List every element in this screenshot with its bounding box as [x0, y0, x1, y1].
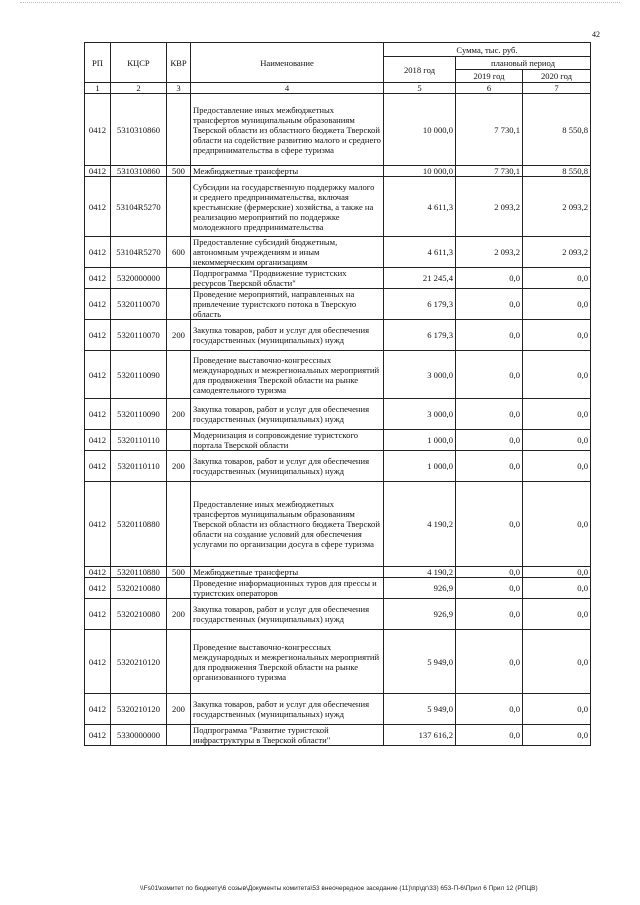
value-2018-cell: 4 190,2 [384, 567, 456, 578]
header-planned-period: плановый период [456, 57, 591, 70]
name-cell: Предоставление иных межбюджетных трансфертов муниципальным образованиям Тверской области из областного бюджета Тверской области на содействие развитию малого и среднего предпринимательства в сфере туризма [191, 94, 384, 166]
value-2020-cell: 0,0 [523, 694, 591, 725]
header-kvr: КВР [167, 43, 191, 83]
value-2018-cell: 4 611,3 [384, 237, 456, 268]
kcsr-cell: 5320110090 [111, 399, 167, 430]
kvr-cell [167, 351, 191, 399]
name-cell: Проведение выставочно-конгрессных международных и межрегиональных мероприятий для продвижения Тверской области на рынке организованного туризма [191, 630, 384, 694]
rp-cell: 0412 [85, 451, 111, 482]
rp-cell: 0412 [85, 725, 111, 746]
header-2019: 2019 год [456, 70, 523, 83]
value-2020-cell: 0,0 [523, 320, 591, 351]
value-2019-cell: 0,0 [456, 451, 523, 482]
header-2020: 2020 год [523, 70, 591, 83]
rp-cell: 0412 [85, 351, 111, 399]
table-row [85, 320, 591, 351]
header-2018: 2018 год [384, 57, 456, 83]
kvr-cell: 200 [167, 599, 191, 630]
rp-cell: 0412 [85, 599, 111, 630]
value-2020-cell: 0,0 [523, 268, 591, 289]
value-2019-cell: 0,0 [456, 567, 523, 578]
kvr-cell: 200 [167, 451, 191, 482]
value-2019-cell: 0,0 [456, 694, 523, 725]
scan-edge-artifact [20, 2, 620, 6]
table-row [85, 451, 591, 482]
table-row [85, 725, 591, 746]
value-2020-cell: 0,0 [523, 351, 591, 399]
value-2019-cell: 0,0 [456, 630, 523, 694]
kcsr-cell: 5320110090 [111, 351, 167, 399]
table-row [85, 399, 591, 430]
kcsr-cell: 5320210120 [111, 630, 167, 694]
kvr-cell [167, 725, 191, 746]
name-cell: Проведение информационных туров для прессы и туристских операторов [191, 578, 384, 599]
value-2020-cell: 0,0 [523, 399, 591, 430]
table-row [85, 694, 591, 725]
column-number: 2 [111, 83, 167, 94]
rp-cell: 0412 [85, 630, 111, 694]
kcsr-cell: 5320210080 [111, 578, 167, 599]
column-number: 4 [191, 83, 384, 94]
name-cell: Субсидии на государственную поддержку малого и среднего предпринимательства, включая крестьянские (фермерские) хозяйства, а также на реализацию мероприятий по поддержке молодежного предпринимательства [191, 177, 384, 237]
value-2018-cell: 4 190,2 [384, 482, 456, 567]
value-2018-cell: 137 616,2 [384, 725, 456, 746]
kcsr-cell: 5320110110 [111, 451, 167, 482]
value-2019-cell: 0,0 [456, 289, 523, 320]
value-2020-cell: 0,0 [523, 451, 591, 482]
rp-cell: 0412 [85, 177, 111, 237]
rp-cell: 0412 [85, 166, 111, 177]
value-2019-cell: 0,0 [456, 482, 523, 567]
value-2018-cell: 1 000,0 [384, 430, 456, 451]
kcsr-cell: 5320210080 [111, 599, 167, 630]
rp-cell: 0412 [85, 567, 111, 578]
value-2018-cell: 10 000,0 [384, 94, 456, 166]
kcsr-cell: 5320210120 [111, 694, 167, 725]
name-cell: Закупка товаров, работ и услуг для обеспечения государственных (муниципальных) нужд [191, 694, 384, 725]
value-2019-cell: 0,0 [456, 599, 523, 630]
rp-cell: 0412 [85, 289, 111, 320]
name-cell: Межбюджетные трансферты [191, 567, 384, 578]
table-row [85, 289, 591, 320]
table-row [85, 599, 591, 630]
value-2018-cell: 21 245,4 [384, 268, 456, 289]
rp-cell: 0412 [85, 430, 111, 451]
value-2020-cell: 0,0 [523, 482, 591, 567]
value-2020-cell: 0,0 [523, 567, 591, 578]
rp-cell: 0412 [85, 320, 111, 351]
kcsr-cell: 5320110070 [111, 320, 167, 351]
kvr-cell [167, 630, 191, 694]
kcsr-cell: 5320000000 [111, 268, 167, 289]
table-row [85, 351, 591, 399]
value-2018-cell: 3 000,0 [384, 351, 456, 399]
value-2020-cell: 8 550,8 [523, 94, 591, 166]
table-row [85, 630, 591, 694]
rp-cell: 0412 [85, 482, 111, 567]
value-2019-cell: 2 093,2 [456, 237, 523, 268]
rp-cell: 0412 [85, 268, 111, 289]
value-2019-cell: 0,0 [456, 268, 523, 289]
value-2020-cell: 0,0 [523, 578, 591, 599]
kcsr-cell: 5320110110 [111, 430, 167, 451]
value-2020-cell: 0,0 [523, 725, 591, 746]
value-2019-cell: 0,0 [456, 578, 523, 599]
kcsr-cell: 53104R5270 [111, 177, 167, 237]
rp-cell: 0412 [85, 694, 111, 725]
kvr-cell [167, 268, 191, 289]
value-2020-cell: 0,0 [523, 430, 591, 451]
kvr-cell: 200 [167, 694, 191, 725]
name-cell: Межбюджетные трансферты [191, 166, 384, 177]
name-cell: Закупка товаров, работ и услуг для обеспечения государственных (муниципальных) нужд [191, 599, 384, 630]
kcsr-cell: 5310310860 [111, 166, 167, 177]
kvr-cell: 200 [167, 399, 191, 430]
rp-cell: 0412 [85, 399, 111, 430]
value-2020-cell: 2 093,2 [523, 177, 591, 237]
value-2018-cell: 926,9 [384, 578, 456, 599]
value-2018-cell: 5 949,0 [384, 694, 456, 725]
value-2019-cell: 0,0 [456, 320, 523, 351]
column-number: 7 [523, 83, 591, 94]
value-2018-cell: 926,9 [384, 599, 456, 630]
kcsr-cell: 5320110880 [111, 482, 167, 567]
kcsr-cell: 53104R5270 [111, 237, 167, 268]
kvr-cell [167, 578, 191, 599]
column-number: 6 [456, 83, 523, 94]
kvr-cell: 600 [167, 237, 191, 268]
value-2020-cell: 2 093,2 [523, 237, 591, 268]
value-2018-cell: 6 179,3 [384, 320, 456, 351]
table-row [85, 177, 591, 237]
name-cell: Закупка товаров, работ и услуг для обеспечения государственных (муниципальных) нужд [191, 399, 384, 430]
header-sum: Сумма, тыс. руб. [384, 43, 591, 57]
name-cell: Предоставление иных межбюджетных трансфертов муниципальным образованиям Тверской области из областного бюджета Тверской области на создание условий для обеспечения услугами по организации досуга в сфере туризма [191, 482, 384, 567]
name-cell: Проведение мероприятий, направленных на привлечение туристского потока в Тверскую область [191, 289, 384, 320]
column-number: 1 [85, 83, 111, 94]
column-numbers-row [85, 83, 591, 94]
value-2018-cell: 6 179,3 [384, 289, 456, 320]
rp-cell: 0412 [85, 237, 111, 268]
table-row [85, 482, 591, 567]
header-rp: РП [85, 43, 111, 83]
kvr-cell [167, 430, 191, 451]
kvr-cell [167, 177, 191, 237]
name-cell: Закупка товаров, работ и услуг для обеспечения государственных (муниципальных) нужд [191, 451, 384, 482]
kvr-cell [167, 482, 191, 567]
kvr-cell: 500 [167, 166, 191, 177]
column-number: 3 [167, 83, 191, 94]
value-2018-cell: 3 000,0 [384, 399, 456, 430]
table-row [85, 94, 591, 166]
file-path-footer: \\Fs01\комитет по бюджету\6 созыв\Документы комитета\53 внеочередное заседание (11)\пр\дг\33) 653-П-6\Прил 6 Прил 12 (РПЦВ) [140, 885, 538, 892]
header-name: Наименование [191, 43, 384, 83]
table-row [85, 237, 591, 268]
page-number: 42 [592, 30, 600, 39]
kvr-cell [167, 94, 191, 166]
value-2019-cell: 7 730,1 [456, 94, 523, 166]
table-row [85, 268, 591, 289]
table-row [85, 430, 591, 451]
name-cell: Проведение выставочно-конгрессных международных и межрегиональных мероприятий для продвижения Тверской области на рынке самодеятельного туризма [191, 351, 384, 399]
table-row [85, 166, 591, 177]
header-kcsr: КЦСР [111, 43, 167, 83]
value-2020-cell: 0,0 [523, 599, 591, 630]
name-cell: Закупка товаров, работ и услуг для обеспечения государственных (муниципальных) нужд [191, 320, 384, 351]
kcsr-cell: 5310310860 [111, 94, 167, 166]
value-2019-cell: 0,0 [456, 399, 523, 430]
value-2020-cell: 0,0 [523, 630, 591, 694]
kcsr-cell: 5320110880 [111, 567, 167, 578]
value-2018-cell: 1 000,0 [384, 451, 456, 482]
value-2019-cell: 0,0 [456, 725, 523, 746]
table-row [85, 567, 591, 578]
kvr-cell: 200 [167, 320, 191, 351]
value-2019-cell: 0,0 [456, 351, 523, 399]
rp-cell: 0412 [85, 94, 111, 166]
value-2019-cell: 7 730,1 [456, 166, 523, 177]
name-cell: Подпрограмма "Развитие туристской инфраструктуры в Тверской области" [191, 725, 384, 746]
value-2018-cell: 4 611,3 [384, 177, 456, 237]
value-2018-cell: 5 949,0 [384, 630, 456, 694]
kvr-cell: 500 [167, 567, 191, 578]
name-cell: Предоставление субсидий бюджетным, автономным учреждениям и иным некоммерческим организациям [191, 237, 384, 268]
kcsr-cell: 5330000000 [111, 725, 167, 746]
name-cell: Подпрограмма "Продвижение туристских ресурсов Тверской области" [191, 268, 384, 289]
value-2020-cell: 8 550,8 [523, 166, 591, 177]
kcsr-cell: 5320110070 [111, 289, 167, 320]
kvr-cell [167, 289, 191, 320]
value-2019-cell: 0,0 [456, 430, 523, 451]
rp-cell: 0412 [85, 578, 111, 599]
value-2020-cell: 0,0 [523, 289, 591, 320]
budget-table [84, 42, 591, 746]
column-number: 5 [384, 83, 456, 94]
table-row [85, 578, 591, 599]
value-2018-cell: 10 000,0 [384, 166, 456, 177]
name-cell: Модернизация и сопровождение туристского портала Тверской области [191, 430, 384, 451]
value-2019-cell: 2 093,2 [456, 177, 523, 237]
